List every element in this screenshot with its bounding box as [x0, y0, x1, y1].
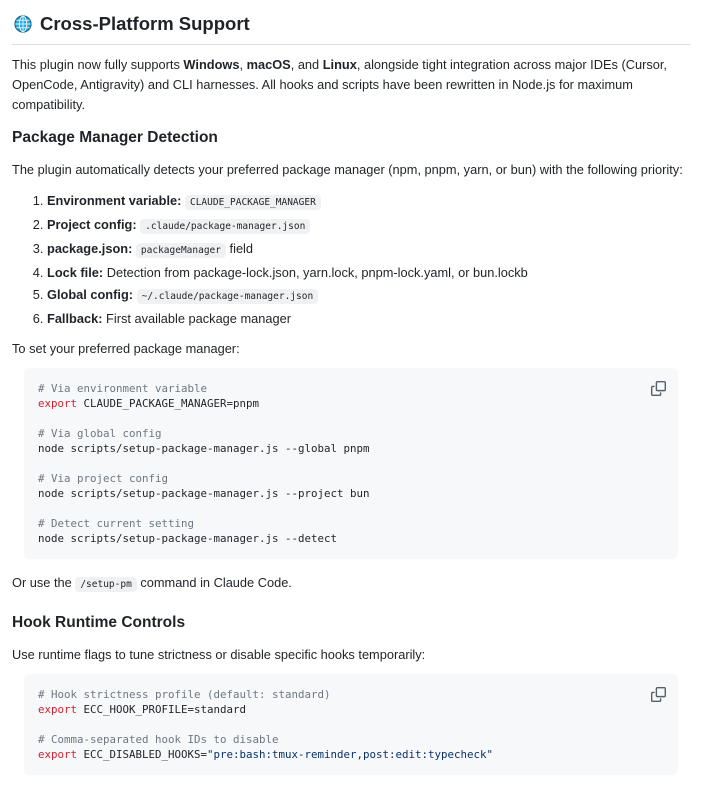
text-run: export: [38, 703, 78, 716]
text-run: # Via project config: [38, 472, 169, 485]
list-item: [47, 191, 690, 213]
text-run: , alongside tight integration across major IDEs (Cursor, OpenCode, Antigravity) and CLI harnesses. All hooks and scripts have been rewritten in Node.js for maximum compatibility.: [12, 57, 667, 112]
text-run: ,: [239, 57, 247, 72]
section-heading-package-manager-detection: Package Manager Detection: [12, 129, 218, 146]
code-line: [38, 471, 664, 486]
code-line: [38, 501, 664, 516]
code-line: [38, 717, 664, 732]
list-item: [47, 309, 690, 329]
copy-button[interactable]: [645, 375, 671, 401]
text-run: export: [38, 397, 78, 410]
text-run: This plugin now fully supports: [12, 57, 184, 72]
text-run: macOS: [246, 57, 291, 72]
text-run: ECC_DISABLED_HOOKS=: [77, 748, 208, 761]
text-run: # Hook strictness profile (default: standard): [38, 688, 331, 701]
globe-icon: [14, 15, 32, 33]
text-run: # Detect current setting: [38, 517, 195, 530]
text-run: Or use the: [12, 575, 76, 590]
text-run: Windows: [183, 57, 240, 72]
code-line: [38, 456, 664, 471]
list-item: [47, 285, 690, 307]
text-run: CLAUDE_PACKAGE_MANAGER=pnpm: [77, 397, 260, 410]
text-run: # Comma-separated hook IDs to disable: [38, 733, 279, 746]
section-heading-hook-runtime-controls: Hook Runtime Controls: [12, 614, 186, 631]
text-run: ECC_HOOK_PROFILE=standard: [77, 703, 247, 716]
text-run: node scripts/setup-package-manager.js --detect: [38, 532, 338, 545]
inline-code: .claude/package-manager.json: [140, 219, 310, 234]
text-run: export: [38, 748, 78, 761]
code-content: [38, 687, 664, 762]
intro-paragraph: [12, 55, 690, 115]
code-line: [38, 396, 664, 411]
text-run: "pre:bash:tmux-reminder,post:edit:typecheck": [207, 748, 494, 761]
code-block-hook-controls: [24, 674, 678, 775]
or-use-paragraph: [12, 573, 690, 595]
code-line: [38, 411, 664, 426]
text-run: node scripts/setup-package-manager.js --project bun: [38, 487, 370, 500]
text-run: Global config:: [47, 287, 134, 302]
text-run: Linux: [322, 57, 357, 72]
text-run: Lock file:: [47, 265, 104, 280]
hook-controls-intro-paragraph: Use runtime flags to tune strictness or disable specific hooks temporarily:: [12, 647, 426, 662]
set-preference-paragraph: To set your preferred package manager:: [12, 341, 240, 356]
inline-code: ~/.claude/package-manager.json: [137, 289, 319, 304]
inline-code: packageManager: [136, 243, 226, 258]
code-line: [38, 486, 664, 501]
code-line: [38, 426, 664, 441]
text-run: package.json:: [47, 241, 133, 256]
code-content: [38, 381, 664, 546]
text-run: Project config:: [47, 217, 137, 232]
text-run: # Via environment variable: [38, 382, 208, 395]
code-line: [38, 687, 664, 702]
text-run: , and: [290, 57, 323, 72]
text-run: field: [225, 241, 254, 256]
text-run: node scripts/setup-package-manager.js --global pnpm: [38, 442, 370, 455]
text-run: The plugin automatically detects your preferred package manager (npm, pnpm, yarn, or bun) with the following priority:: [12, 162, 683, 177]
text-run: # Via global config: [38, 427, 162, 440]
priority-list: [12, 191, 690, 329]
code-line: [38, 441, 664, 456]
page-title-text: Cross-Platform Support: [40, 13, 250, 34]
list-item: [47, 263, 690, 283]
code-line: [38, 732, 664, 747]
code-block-package-manager: [24, 368, 678, 559]
detection-intro-paragraph: [12, 160, 690, 180]
copy-icon: [651, 381, 666, 396]
code-line: [38, 747, 664, 762]
code-line: [38, 516, 664, 531]
text-run: command in Claude Code.: [136, 575, 292, 590]
inline-code: CLAUDE_PACKAGE_MANAGER: [185, 195, 321, 210]
copy-button[interactable]: [645, 681, 671, 707]
text-run: First available package manager: [102, 311, 291, 326]
text-run: Environment variable:: [47, 193, 182, 208]
code-line: [38, 381, 664, 396]
copy-icon: [651, 687, 666, 702]
list-item: [47, 215, 690, 237]
text-run: Fallback:: [47, 311, 103, 326]
inline-code: /setup-pm: [75, 577, 136, 592]
code-line: [38, 702, 664, 717]
text-run: Detection from package-lock.json, yarn.lock, pnpm-lock.yaml, or bun.lockb: [103, 265, 528, 280]
list-item: [47, 239, 690, 261]
page-title: [12, 10, 690, 45]
code-line: [38, 531, 664, 546]
